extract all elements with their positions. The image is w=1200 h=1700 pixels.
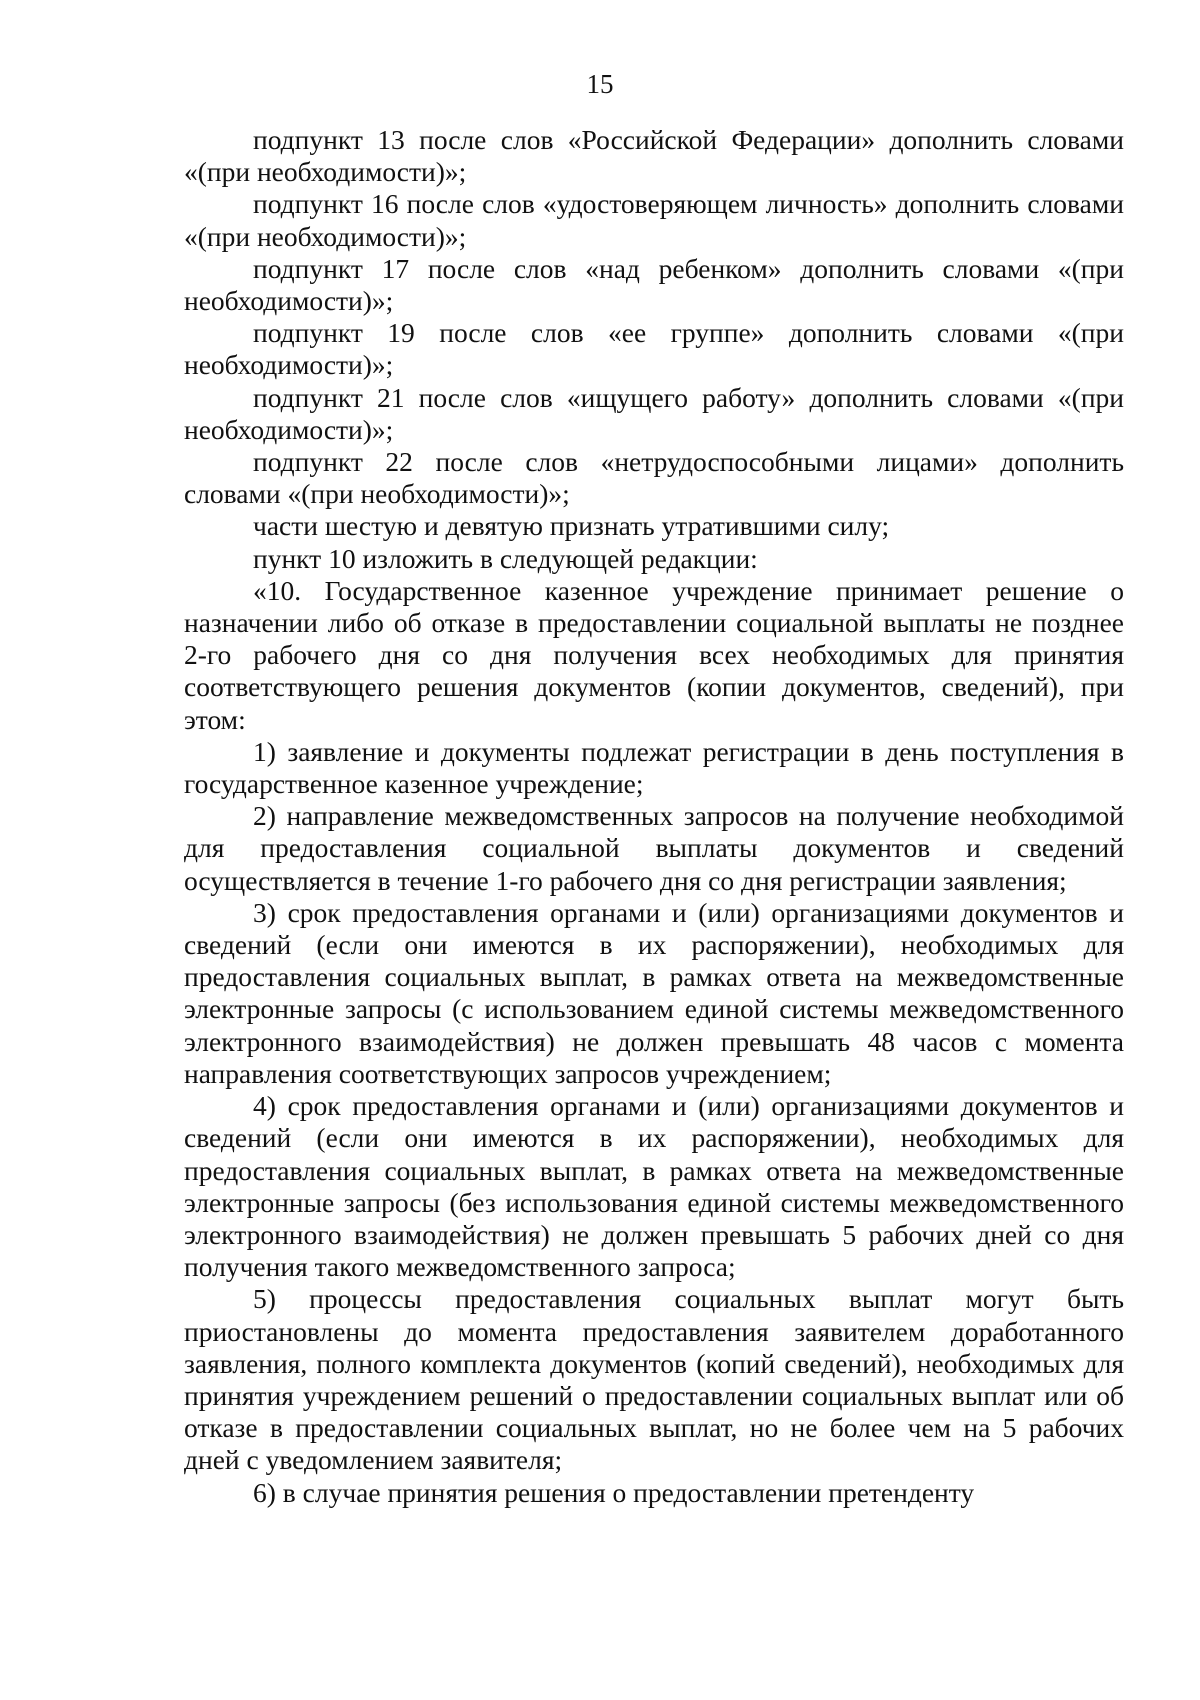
list-item-5: 5) процессы предоставления социальных выплат могут быть приостановлены до момента предоставления заявителем доработанного заявления, полного комплекта документов (копий сведений), необходимых для принятия учреждением решений о предоставлении социальных выплат или об отказе в предоставлении социальных выплат, но не более чем на 5 рабочих дней с уведомлением заявителя;	[184, 1283, 1124, 1476]
paragraph-subitem-22: подпункт 22 после слов «нетрудоспособными лицами» дополнить словами «(при необходимости)»;	[184, 446, 1124, 510]
paragraph-subitem-13: подпункт 13 после слов «Российской Федерации» дополнить словами «(при необходимости)»;	[184, 124, 1124, 188]
paragraph-item-10-intro: пункт 10 изложить в следующей редакции:	[253, 542, 758, 574]
document-body	[184, 124, 1124, 1509]
list-item-4: 4) срок предоставления органами и (или) организациями документов и сведений (если они имеются в их распоряжении), необходимых для предоставления социальных выплат, в рамках ответа на межведомственные электронные запросы (без использования единой системы межведомственного электронного взаимодействия) не должен превышать 5 рабочих дней со дня получения такого межведомственного запроса;	[184, 1090, 1124, 1283]
paragraph-subitem-19: подпункт 19 после слов «ее группе» дополнить словами «(при необходимости)»;	[184, 317, 1124, 381]
paragraph-item-10-text: «10. Государственное казенное учреждение принимает решение о назначении либо об отказе в предоставлении социальной выплаты не позднее 2-го рабочего дня со дня получения всех необходимых для принятия соответствующего решения документов (копии документов, сведений), при этом:	[184, 574, 1124, 735]
list-item-6: 6) в случае принятия решения о предоставлении претенденту	[253, 1476, 975, 1508]
paragraph-subitem-16: подпункт 16 после слов «удостоверяющем личность» дополнить словами «(при необходимости)»;	[184, 188, 1124, 252]
list-item-1: 1) заявление и документы подлежат регистрации в день поступления в государственное казенное учреждение;	[184, 735, 1124, 800]
paragraph-parts-void: части шестую и девятую признать утратившими силу;	[253, 510, 890, 542]
paragraph-subitem-17: подпункт 17 после слов «над ребенком» дополнить словами «(при необходимости)»;	[184, 252, 1124, 317]
list-item-2: 2) направление межведомственных запросов на получение необходимой для предоставления социальной выплаты документов и сведений осуществляется в течение 1-го рабочего дня со дня регистрации заявления;	[184, 800, 1124, 896]
list-item-3: 3) срок предоставления органами и (или) организациями документов и сведений (если они имеются в их распоряжении), необходимых для предоставления социальных выплат, в рамках ответа на межведомственные электронные запросы (с использованием единой системы межведомственного электронного взаимодействия) не должен превышать 48 часов с момента направления соответствующих запросов учреждением;	[184, 896, 1124, 1089]
paragraph-subitem-21: подпункт 21 после слов «ищущего работу» дополнить словами «(при необходимости)»;	[184, 381, 1124, 445]
page-number: 15	[586, 69, 614, 99]
